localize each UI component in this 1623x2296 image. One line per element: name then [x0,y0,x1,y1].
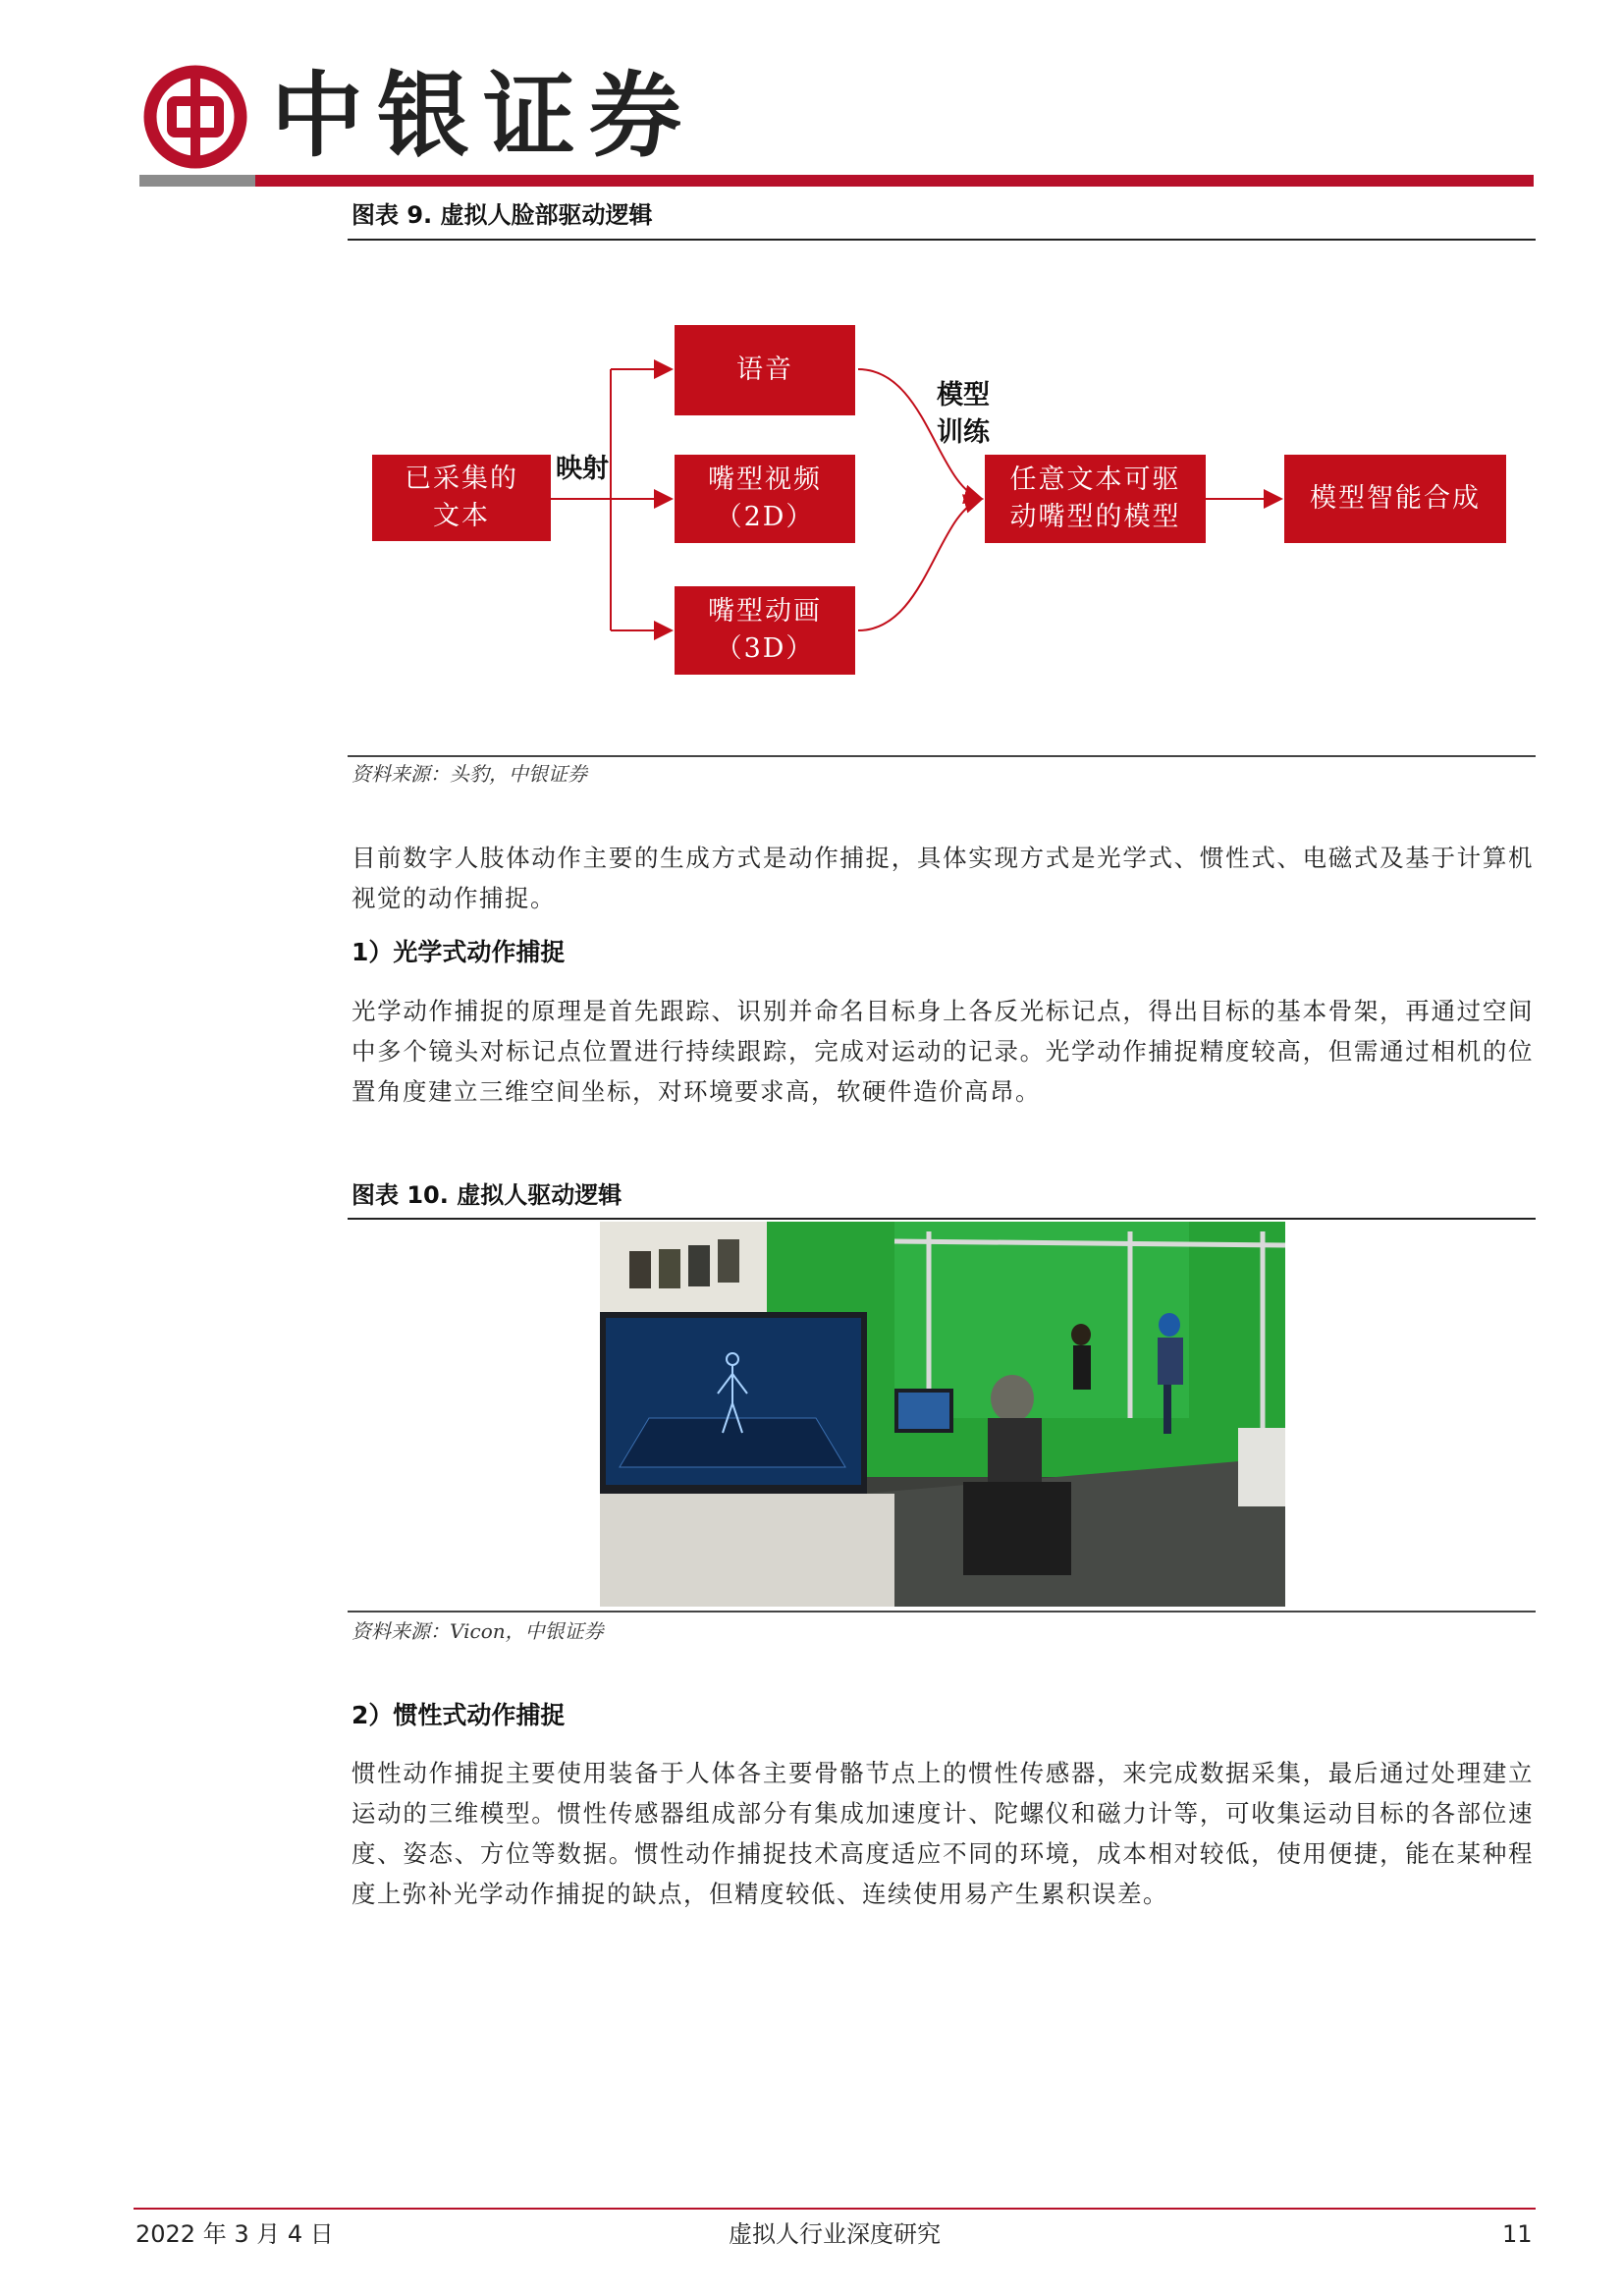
node-synth-label: 模型智能合成 [1310,483,1481,514]
node-model-synthesis [1284,455,1506,543]
intro-paragraph: 目前数字人肢体动作主要的生成方式是动作捕捉，具体实现方式是光学式、惯性式、电磁式及基于计算机视觉的动作捕捉。 [352,844,1534,912]
node-speech-label: 语音 [736,355,793,385]
node-mouth-animation-3d [675,586,855,675]
node-collected-text-line2: 文本 [433,501,490,531]
brand-name: 中银证券 [271,62,696,170]
node-model-line2: 动嘴型的模型 [1009,502,1181,532]
footer-page-number: 11 [1502,2220,1533,2248]
node-speech [675,325,855,415]
node-mouth-video-line2: （2D） [715,502,815,532]
header-bar-red [255,175,1534,187]
motion-capture-studio-photo [600,1222,1285,1607]
figure10-title: 图表 10. 虚拟人驱动逻辑 [352,1181,622,1209]
node-collected-text-line1: 已采集的 [405,464,518,494]
label-mapping: 映射 [556,454,609,484]
header-bar-gray [139,175,255,187]
node-model-line1: 任意文本可驱 [1009,465,1181,495]
figure9-source: 资料来源：头豹，中银证券 [352,762,587,786]
node-mouth-anim-line2: （3D） [715,633,815,664]
figure9-bottom-rule [348,755,1536,757]
label-train-line2: 训练 [937,417,990,448]
section2-heading: 2）惯性式动作捕捉 [352,1701,566,1729]
figure10-top-rule [348,1218,1536,1220]
figure10-source: 资料来源：Vicon，中银证券 [352,1619,604,1643]
section2-paragraph: 惯性动作捕捉主要使用装备于人体各主要骨骼节点上的惯性传感器，来完成数据采集，最后通过处理建立运动的三维模型。惯性传感器组成部分有集成加速度计、陀螺仪和磁力计等，可收集运动目标的各部位速度、姿态、方位等数据。惯性动作捕捉技术高度适应不同的环境，成本相对较低，使用便捷，能在某种程度上弥补光学动作捕捉的缺点，但精度较低、连续使用易产生累积误差。 [352,1759,1534,1908]
figure9-top-rule [348,239,1536,241]
footer-rule [134,2208,1536,2210]
footer-date: 2022 年 3 月 4 日 [135,2220,334,2248]
node-mouth-anim-line1: 嘴型动画 [708,596,822,627]
figure10-bottom-rule [348,1611,1536,1613]
label-train-line1: 模型 [937,380,990,410]
studio-illustration [600,1222,1285,1607]
face-driving-diagram [348,242,1536,746]
node-collected-text [372,455,551,541]
section1-paragraph: 光学动作捕捉的原理是首先跟踪、识别并命名目标身上各反光标记点，得出目标的基本骨架，再通过空间中多个镜头对标记点位置进行持续跟踪，完成对运动的记录。光学动作捕捉精度较高，但需通过相机的位置角度建立三维空间坐标，对环境要求高，软硬件造价高昂。 [352,997,1534,1106]
node-mouth-video-2d [675,455,855,543]
figure9-title: 图表 9. 虚拟人脸部驱动逻辑 [352,201,653,229]
section1-heading: 1）光学式动作捕捉 [352,938,566,966]
footer-report-title: 虚拟人行业深度研究 [729,2220,941,2248]
node-text-driven-model [985,455,1206,543]
node-mouth-video-line1: 嘴型视频 [708,465,822,495]
bank-of-china-logo-icon [143,65,247,169]
